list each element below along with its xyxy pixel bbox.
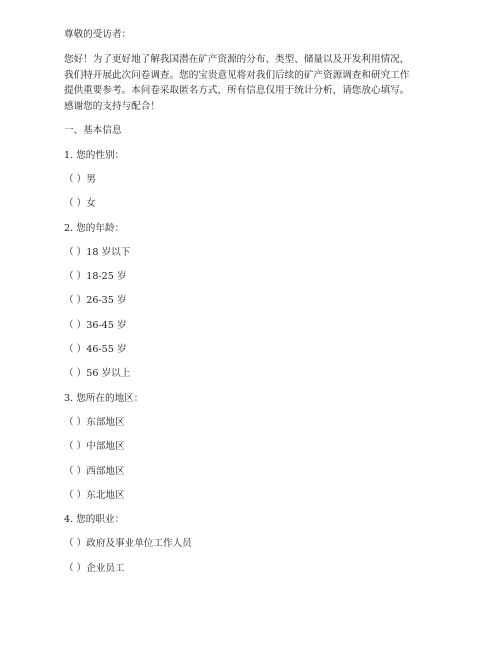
option-female[interactable]: （ ）女 — [64, 198, 96, 210]
question-gender: 1. 您的性别： — [64, 149, 125, 161]
option-male[interactable]: （ ）男 — [64, 173, 96, 185]
question-region: 3. 您所在的地区： — [64, 392, 144, 404]
option-age-under-18[interactable]: （ ）18 岁以下 — [64, 246, 131, 258]
question-occupation: 4. 您的职业： — [64, 514, 125, 526]
intro-line: 感谢您的支持与配合！ — [64, 100, 160, 112]
intro-line: 您好！为了更好地了解我国潜在矿产资源的分布、类型、储量以及开发利用情况， — [64, 54, 410, 65]
document-page — [64, 28, 444, 576]
greeting: 尊敬的受访者： — [64, 29, 132, 40]
intro-line: 我们特开展此次问卷调查。您的宝贵意见将对我们后续的矿产资源调查和研究工作 — [64, 69, 410, 81]
intro-line: 提供重要参考。本问卷采取匿名方式，所有信息仅用于统计分析，请您放心填写。 — [64, 85, 410, 97]
option-region-northeast[interactable]: （ ）东北地区 — [64, 489, 125, 501]
option-age-46-55[interactable]: （ ）46-55 岁 — [64, 344, 127, 356]
option-occupation-enterprise[interactable]: （ ）企业员工 — [64, 562, 125, 574]
question-age: 2. 您的年龄： — [64, 222, 125, 234]
intro-paragraph — [64, 52, 444, 114]
option-age-26-35[interactable]: （ ）26-35 岁 — [64, 295, 127, 307]
option-occupation-government[interactable]: （ ）政府及事业单位工作人员 — [64, 538, 192, 550]
option-age-36-45[interactable]: （ ）36-45 岁 — [64, 319, 127, 331]
option-region-west[interactable]: （ ）西部地区 — [64, 465, 125, 477]
section-title: 一、基本信息 — [64, 125, 122, 137]
option-region-central[interactable]: （ ）中部地区 — [64, 441, 125, 453]
option-age-56-plus[interactable]: （ ）56 岁以上 — [64, 368, 131, 380]
option-region-east[interactable]: （ ）东部地区 — [64, 416, 125, 428]
option-age-18-25[interactable]: （ ）18-25 岁 — [64, 271, 127, 283]
